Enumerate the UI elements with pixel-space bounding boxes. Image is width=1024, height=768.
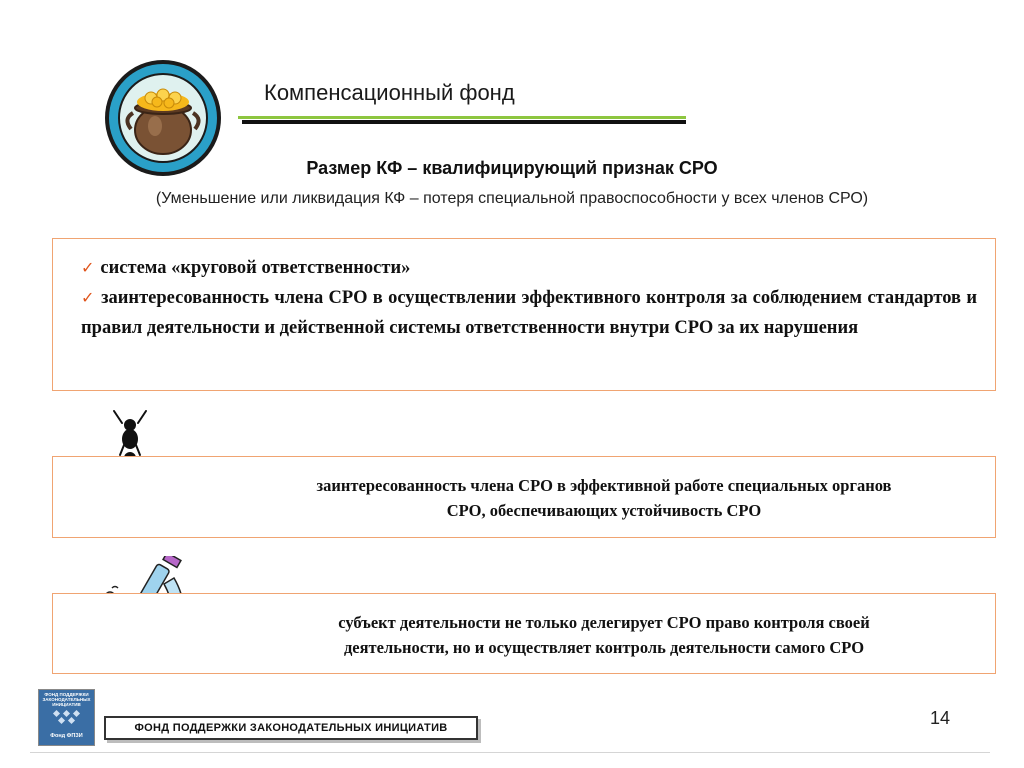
box-text-line: субъект деятельности не только делегирует СРО право контроля своей — [338, 613, 870, 632]
list-item-text: заинтересованность члена СРО в осуществлении эффективного контроля за соблюдением стандартов и правил деятельности и действенной системы ответственности внутри СРО за их нарушения — [81, 288, 978, 338]
subtitle-note: (Уменьшение или ликвидация КФ – потеря специальной правоспособности у всех членов СРО) — [155, 190, 869, 207]
box-delegation — [52, 593, 996, 674]
list-item — [81, 253, 977, 283]
foundation-logo — [38, 689, 95, 746]
footer-label: ФОНД ПОДДЕРЖКИ ЗАКОНОДАТЕЛЬНЫХ ИНИЦИАТИВ — [104, 716, 478, 740]
page-number: 14 — [930, 708, 951, 728]
footer-divider — [30, 752, 990, 753]
title-underline-green — [238, 116, 686, 119]
logo-caption: Фонд ФПЗИ — [50, 733, 83, 739]
checkmark-icon: ✓ — [81, 258, 95, 277]
title-underline-black — [242, 120, 686, 124]
list-item — [81, 283, 977, 343]
list-item-text: система «круговой ответственности» — [100, 258, 411, 278]
box-text-line: заинтересованность члена СРО в эффективной работе специальных органов — [316, 476, 892, 495]
logo-text: ФОНД ПОДДЕРЖКИ ЗАКОНОДАТЕЛЬНЫХ ИНИЦИАТИВ — [42, 692, 91, 707]
box-special-organs — [52, 456, 996, 538]
subtitle: Размер КФ – квалифицирующий признак СРО — [306, 158, 718, 178]
box-text-line: СРО, обеспечивающих устойчивость СРО — [446, 501, 762, 520]
checkmark-icon: ✓ — [81, 288, 96, 307]
page-title: Компенсационный фонд — [264, 80, 515, 105]
box-text-line: деятельности, но и осуществляет контроль деятельности самого СРО — [343, 638, 865, 657]
logo-pattern-icon — [39, 707, 94, 729]
box-responsibility — [52, 238, 996, 391]
